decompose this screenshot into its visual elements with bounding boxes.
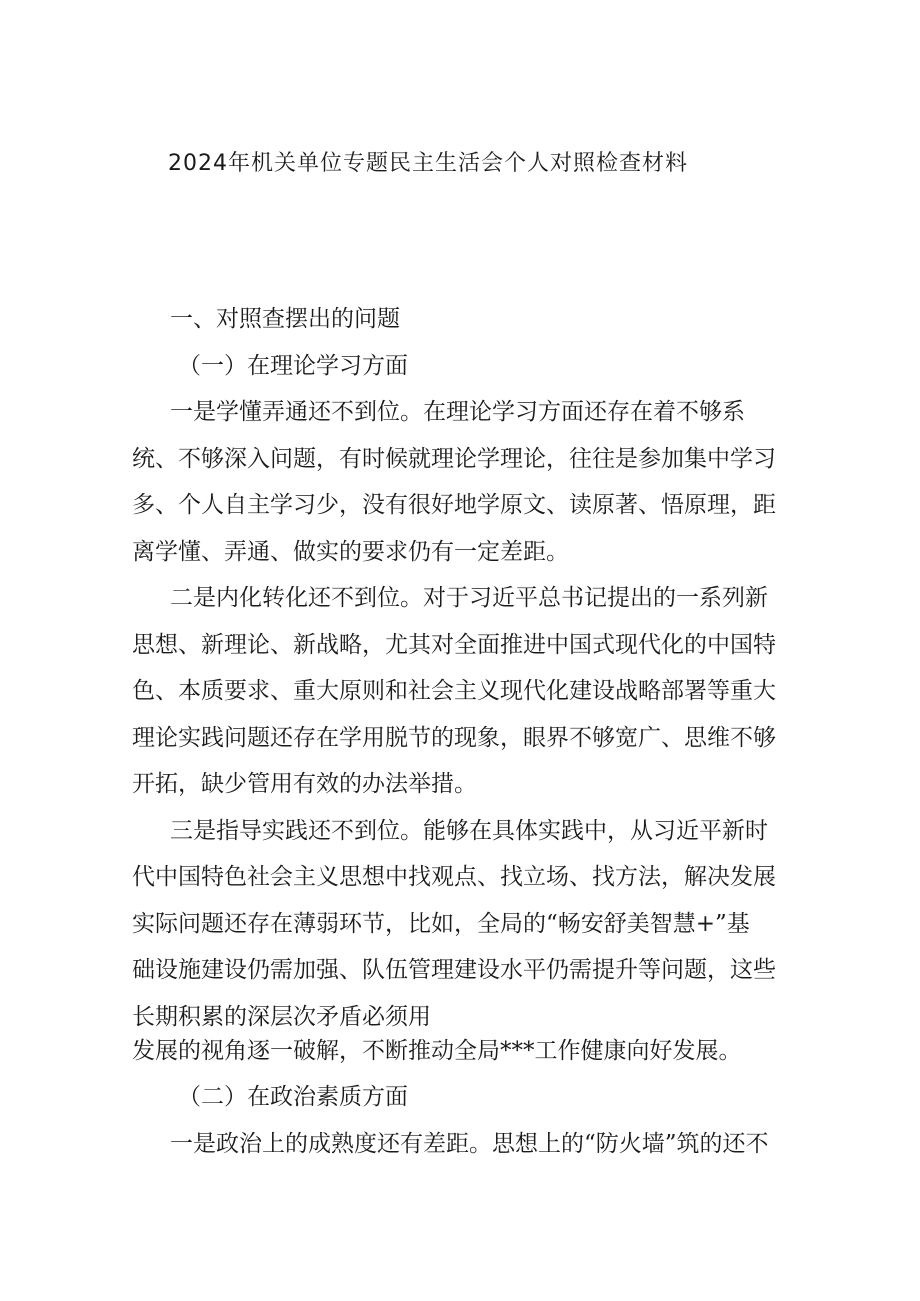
- section-heading: 一、对照查摆出的问题: [170, 306, 400, 332]
- paragraph-line: 实际问题还存在薄弱环节，比如，全局的“畅安舒美智慧+”基: [132, 910, 750, 937]
- subsection-heading: （一）在理论学习方面: [178, 352, 408, 379]
- paragraph-line: 色、本质要求、重大原则和社会主义现代化建设战略部署等重大: [132, 678, 776, 704]
- paragraph-line: 开拓，缺少管用有效的办法举措。: [132, 771, 477, 797]
- paragraph-line: 多、个人自主学习少，没有很好地学原文、读原著、悟原理，距: [132, 492, 776, 518]
- paragraph-line: 统、不够深入问题，有时候就理论学理论，往往是参加集中学习: [132, 445, 776, 472]
- paragraph-line: 长期积累的深层次矛盾必须用: [132, 1003, 431, 1030]
- paragraph-line: 三是指导实践还不到位。能够在具体实践中，从习近平新时: [170, 817, 768, 844]
- paragraph-line: 代中国特色社会主义思想中找观点、找立场、找方法，解决发展: [132, 864, 776, 890]
- document-body: [132, 296, 782, 1167]
- paragraph-line: 一是学懂弄通还不到位。在理论学习方面还存在着不够系: [170, 399, 745, 425]
- paragraph-line: 离学懂、弄通、做实的要求仍有一定差距。: [132, 538, 569, 565]
- paragraph-line: 一是政治上的成熟度还有差距。思想上的“防火墙”筑的还不: [170, 1130, 769, 1157]
- document-title: 2024年机关单位专题民主生活会个人对照检查材料: [168, 151, 688, 176]
- subsection-heading: （二）在政治素质方面: [178, 1084, 408, 1110]
- paragraph-line: 发展的视角逐一破解，不断推动全局***工作健康向好发展。: [132, 1037, 742, 1064]
- paragraph-line: 思想、新理论、新战略，尤其对全面推进中国式现代化的中国特: [132, 631, 776, 658]
- paragraph-line: 理论实践问题还存在学用脱节的现象，眼界不够宽广、思维不够: [132, 724, 776, 751]
- paragraph-line: 础设施建设仍需加强、队伍管理建设水平仍需提升等问题，这些: [132, 957, 776, 983]
- paragraph-line: 二是内化转化还不到位。对于习近平总书记提出的一系列新: [170, 585, 768, 611]
